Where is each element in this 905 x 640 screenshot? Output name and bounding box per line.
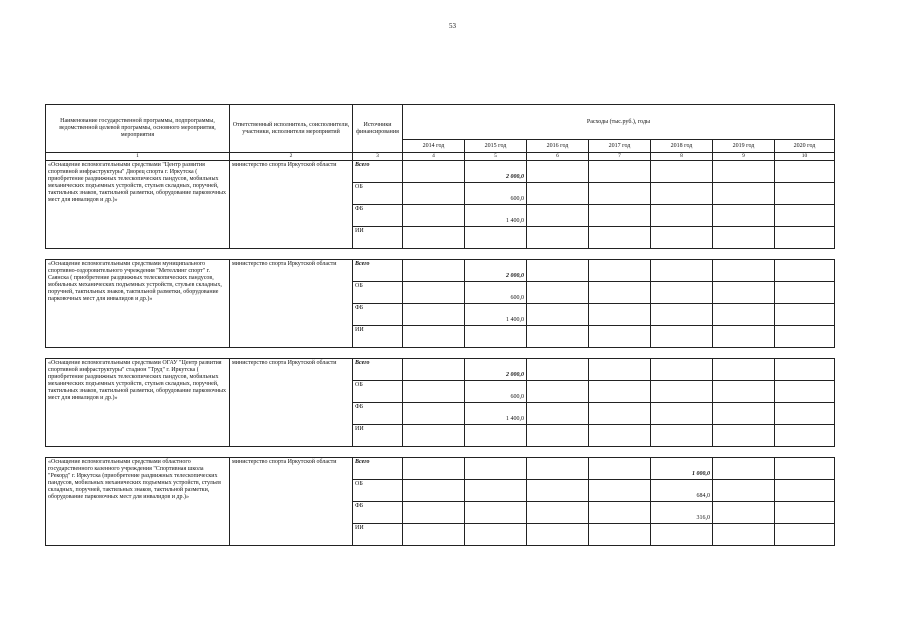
expense-value [651,425,713,447]
expense-value: 600,0 [465,381,527,403]
col-number: 5 [465,153,527,161]
responsible-executor: министерство спорта Иркутской области [230,458,353,546]
measure-name: «Оснащение вспомогательными средствами областного государственного казенного учреждения "Спортивная школа "Рекорд" г. Иркутска (приобретение раздвижных телескопических пандусов, мобильных механических подъемных устройств, стульев складных, поручней, тактильных знаков, тактильной разметки, оборудование парковочных мест для инвалидов и др.)» [46,458,230,546]
expense-value: 1 000,0 [651,458,713,480]
expense-value [775,359,835,381]
expense-value [775,205,835,227]
expense-value [403,227,465,249]
expense-value [589,480,651,502]
expense-value [589,183,651,205]
expense-value [465,524,527,546]
expense-value [403,326,465,348]
expense-value: 684,0 [651,480,713,502]
expense-value [403,260,465,282]
responsible-executor: министерство спорта Иркутской области [230,161,353,249]
funding-source: Всего [353,161,403,183]
page-number: 53 [449,22,456,30]
table-body [46,161,835,546]
expense-value [527,282,589,304]
measure-name: «Оснащение вспомогательными средствами "Центр развития спортивной инфраструктуры" Дворец спорта г. Иркутска ( приобретение раздвижных телескопических пандусов, мобильных механических подъемных устройств, стульев складных, поручней, тактильных знаков, тактильной разметки, оборудование парковочных мест для инвалидов и др.)» [46,161,230,249]
header-sources: Источники финансирования [353,105,403,153]
funding-source: ОБ [353,381,403,403]
expense-value [403,480,465,502]
expense-value [589,502,651,524]
expense-value [651,282,713,304]
expenses-table [45,104,835,546]
expense-value [651,205,713,227]
funding-source: ОБ [353,282,403,304]
expense-value [589,304,651,326]
expense-value [465,326,527,348]
expense-value [775,480,835,502]
expense-value [651,359,713,381]
funding-source: ФБ [353,502,403,524]
expense-value [589,381,651,403]
expense-value [775,183,835,205]
expense-value [775,304,835,326]
expense-value [403,359,465,381]
expense-value [713,403,775,425]
expense-value: 316,0 [651,502,713,524]
table-row [46,458,835,480]
responsible-executor: министерство спорта Иркутской области [230,359,353,447]
expense-value [465,227,527,249]
expense-value: 1 400,0 [465,304,527,326]
expense-value [589,260,651,282]
header-year: 2020 год [775,140,835,153]
header-name: Наименование государственной программы, подпрограммы, ведомственной целевой программы, основного мероприятия, мероприятия [46,105,230,153]
funding-source: ФБ [353,304,403,326]
expense-value [403,304,465,326]
expense-value [651,304,713,326]
expense-value [589,227,651,249]
expense-value [713,458,775,480]
expense-value [775,282,835,304]
expense-value [527,480,589,502]
expense-value [589,524,651,546]
funding-source: ИИ [353,524,403,546]
expense-value [651,381,713,403]
funding-source: ФБ [353,205,403,227]
expense-value [775,227,835,249]
expense-value [651,161,713,183]
funding-source: Всего [353,359,403,381]
expense-value [651,403,713,425]
expense-value [465,502,527,524]
col-number: 6 [527,153,589,161]
expense-value [713,161,775,183]
expense-value [403,381,465,403]
row-separator [46,447,835,458]
expense-value [775,260,835,282]
funding-source: ИИ [353,425,403,447]
expense-value [713,359,775,381]
funding-source: ОБ [353,480,403,502]
col-number: 2 [230,153,353,161]
expense-value [527,326,589,348]
col-number: 7 [589,153,651,161]
col-number: 9 [713,153,775,161]
expense-value [651,227,713,249]
expense-value [465,480,527,502]
expense-value [589,359,651,381]
funding-source: ФБ [353,403,403,425]
expense-value [589,326,651,348]
header-expenses: Расходы (тыс.руб.), годы [403,105,835,140]
expense-value [589,458,651,480]
expense-value [589,282,651,304]
funding-source: Всего [353,458,403,480]
header-responsible: Ответственный исполнитель, соисполнители, участники, исполнители мероприятий [230,105,353,153]
expense-value [651,183,713,205]
expense-value [589,161,651,183]
expense-value [713,183,775,205]
funding-source: ОБ [353,183,403,205]
expense-value [465,425,527,447]
expense-value [403,183,465,205]
expense-value: 600,0 [465,183,527,205]
col-number: 8 [651,153,713,161]
expense-value: 2 000,0 [465,359,527,381]
expense-value [465,458,527,480]
expense-value [527,403,589,425]
expense-value [713,282,775,304]
table-row [46,260,835,282]
header-year: 2014 год [403,140,465,153]
expense-value [403,205,465,227]
expense-value: 600,0 [465,282,527,304]
measure-name: «Оснащение вспомогательными средствами муниципального спортивно-оздоровительного учреждения "Метеллинг спорт" г. Саянска ( приобретение раздвижных телескопических пандусов, мобильных механических подъемных устройств, стульев складных, поручней, тактильных знаков, тактильной разметки, оборудование парковочных мест для инвалидов и др.)» [46,260,230,348]
expense-value [775,381,835,403]
header-year: 2016 год [527,140,589,153]
expense-value [527,161,589,183]
expense-value [713,381,775,403]
expense-value: 1 400,0 [465,403,527,425]
expense-value [713,502,775,524]
expense-value [713,480,775,502]
expense-value [527,381,589,403]
expense-value [651,524,713,546]
expense-value [713,260,775,282]
expense-value [403,403,465,425]
expense-value [713,304,775,326]
header-year: 2018 год [651,140,713,153]
expense-value [713,227,775,249]
expense-value [527,260,589,282]
expense-value [775,458,835,480]
col-number: 1 [46,153,230,161]
funding-source: ИИ [353,227,403,249]
expense-value [775,161,835,183]
expense-value [775,326,835,348]
expense-value [775,502,835,524]
expense-value [403,282,465,304]
header-year: 2019 год [713,140,775,153]
expense-value [527,502,589,524]
expense-value [713,205,775,227]
col-number: 4 [403,153,465,161]
row-separator [46,249,835,260]
col-number: 10 [775,153,835,161]
expense-value [713,524,775,546]
table-row [46,359,835,381]
expense-value: 1 400,0 [465,205,527,227]
expense-value [403,161,465,183]
expense-value [403,425,465,447]
header-year: 2015 год [465,140,527,153]
expense-value [589,205,651,227]
responsible-executor: министерство спорта Иркутской области [230,260,353,348]
funding-source: ИИ [353,326,403,348]
row-separator [46,348,835,359]
expense-value [527,183,589,205]
expense-value: 2 000,0 [465,260,527,282]
expense-value [403,502,465,524]
expense-value [527,227,589,249]
expense-value [403,524,465,546]
expense-value [713,326,775,348]
measure-name: «Оснащение вспомогательными средствами ОГАУ "Центр развития спортивной инфраструктуры" стадион "Труд" г. Иркутска ( приобретение раздвижных телескопических пандусов, мобильных механических подъемных устройств, стульев складных, поручней, тактильных знаков, тактильной разметки, оборудование парковочных мест для инвалидов и др.)» [46,359,230,447]
expense-value [713,425,775,447]
expense-value [589,425,651,447]
expense-value [589,403,651,425]
expense-value [527,458,589,480]
expense-value [651,326,713,348]
expense-value [527,425,589,447]
expense-value [775,524,835,546]
expense-value [403,458,465,480]
expense-value [527,304,589,326]
expense-value [775,403,835,425]
header-year: 2017 год [589,140,651,153]
expense-value [527,205,589,227]
expense-value [775,425,835,447]
expense-value [527,359,589,381]
expense-value: 2 000,0 [465,161,527,183]
col-number: 3 [353,153,403,161]
expense-value [527,524,589,546]
funding-source: Всего [353,260,403,282]
table-row [46,161,835,183]
expense-value [651,260,713,282]
